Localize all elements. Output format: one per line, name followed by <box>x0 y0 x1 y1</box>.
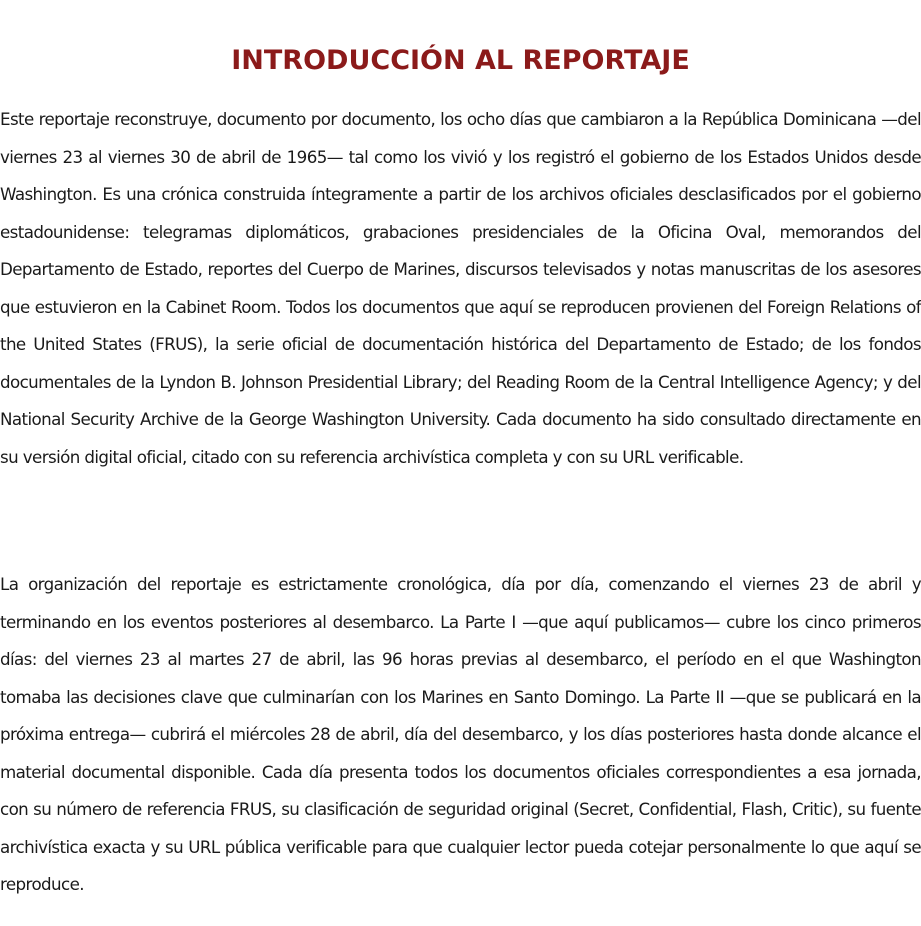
page-title: INTRODUCCIÓN AL REPORTAJE <box>231 45 690 76</box>
intro-paragraph-2: La organización del reportaje es estrictamente cronológica, día por día, comenzando el viernes 23 de abril y terminando en los eventos posteriores al desembarco. La Parte I —que aquí publicamos— cubre los cinco primeros días: del viernes 23 al martes 27 de abril, las 96 horas previas al desembarco, el período en el que Washington tomaba las decisiones clave que culminarían con los Marines en Santo Domingo. La Parte II —que se publicará en la próxima entrega— cubrirá el miércoles 28 de abril, día del desembarco, y los días posteriores hasta donde alcance el material documental disponible. Cada día presenta todos los documentos oficiales correspondientes a esa jornada, con su número de referencia FRUS, su clasificación de seguridad original (Secret, Confidential, Flash, Critic), su fuente archivística exacta y su URL pública verificable para que cualquier lector pueda cotejar personalmente lo que aquí se reproduce. <box>0 574 921 894</box>
intro-paragraph-1: Este reportaje reconstruye, documento por documento, los ocho días que cambiaron a la República Dominicana —del viernes 23 al viernes 30 de abril de 1965— tal como los vivió y los registró el gobierno de los Estados Unidos desde Washington. Es una crónica construida íntegramente a partir de los archivos oficiales desclasificados por el gobierno estadounidense: telegramas diplomáticos, grabaciones presidenciales de la Oficina Oval, memorandos del Departamento de Estado, reportes del Cuerpo de Marines, discursos televisados y notas manuscritas de los asesores que estuvieron en la Cabinet Room. Todos los documentos que aquí se reproducen provienen del Foreign Relations of the United States (FRUS), la serie oficial de documentación histórica del Departamento de Estado; de los fondos documentales de la Lyndon B. Johnson Presidential Library; del Reading Room de la Central Intelligence Agency; y del National Security Archive de la George Washington University. Cada documento ha sido consultado directamente en su versión digital oficial, citado con su referencia archivística completa y con su URL verificable. <box>0 109 921 467</box>
